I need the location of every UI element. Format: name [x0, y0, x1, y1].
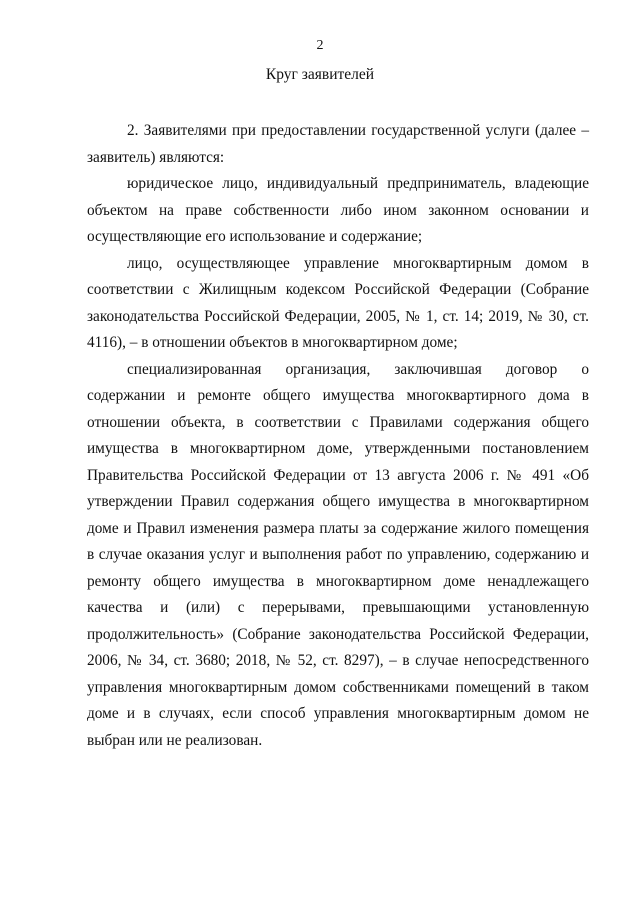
section-title: Круг заявителей — [265, 66, 375, 83]
paragraph-specialized-organization: специализированная организация, заключившая договор о содержании и ремонте общего имущества многоквартирного дома в отношении объекта, в соответствии с Правилами содержания общего имущества в многоквартирном доме, утвержденными постановлением Правительства Российской Федерации от 13 августа 2006 г. № 491 «Об утверждении Правил содержания общего имущества в многоквартирном доме и Правил изменения размера платы за содержание жилого помещения в случае оказания услуг и выполнения работ по управлению, содержанию и ремонту общего имущества в многоквартирном доме ненадлежащего качества и (или) с перерывами, превышающими установленную продолжительность» (Собрание законодательства Российской Федерации, 2006, № 34, ст. 3680; 2018, № 52, ст. 8297), – в случае непосредственного управления многоквартирным домом собственниками помещений в таком доме и в случаях, если способ управления многоквартирным домом не выбран или не реализован. — [87, 360, 589, 749]
paragraph-applicants-intro: 2. Заявителями при предоставлении государственной услуги (далее – заявитель) являются: — [87, 122, 589, 166]
paragraph-building-manager: лицо, осуществляющее управление многоквартирным домом в соответствии с Жилищным кодексом Российской Федерации (Собрание законодательства Российской Федерации, 2005, № 1, ст. 14; 2019, № 30, ст. 4116), – в отношении объектов в многоквартирном доме; — [87, 254, 589, 351]
document-body — [87, 118, 589, 754]
paragraph-legal-entity: юридическое лицо, индивидуальный предприниматель, владеющие объектом на праве собственности либо ином законном основании и осуществляющие его использование и содержание; — [87, 175, 589, 245]
page-number: 2 — [316, 38, 324, 53]
